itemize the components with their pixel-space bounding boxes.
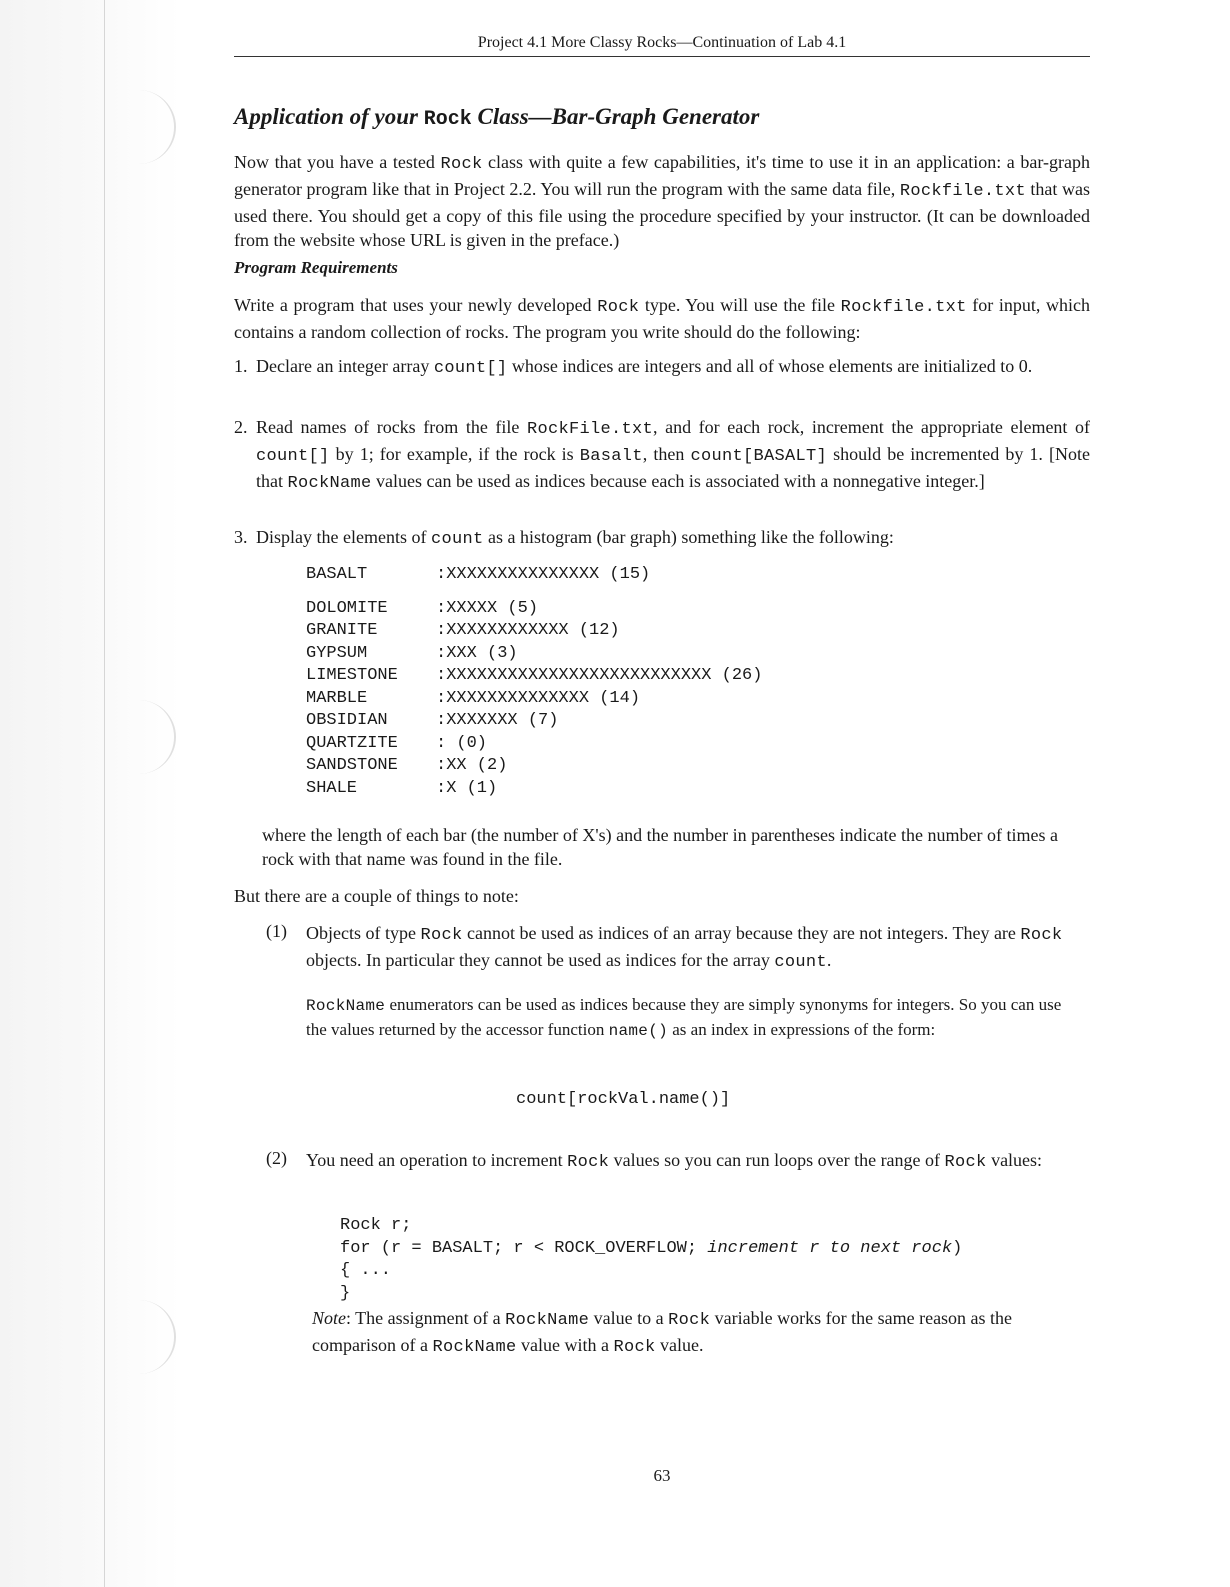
histogram-row: LIMESTONE :XXXXXXXXXXXXXXXXXXXXXXXXXX (26): [306, 666, 763, 685]
section-title: Application of your Rock Class—Bar-Graph Generator: [234, 104, 760, 131]
where-paragraph: where the length of each bar (the number of X's) and the number in parentheses indicate the number of times a rock with that name was found in the file.: [262, 825, 1058, 869]
punch-hole-middle: [128, 700, 176, 774]
page-number: 63: [653, 1466, 671, 1485]
note-2-label: (2): [266, 1148, 287, 1168]
histogram-output: [306, 565, 762, 801]
histogram-row: MARBLE :XXXXXXXXXXXXXX (14): [306, 688, 641, 708]
histogram-row: BASALT :XXXXXXXXXXXXXXX (15): [306, 565, 651, 584]
note-1-paragraph: Objects of type Rock cannot be used as indices of an array because they are not integers. They are Rock objects. In particular they cannot be used as indices for the array count.: [306, 923, 1063, 972]
binding-line: [104, 0, 105, 1587]
histogram-row: OBSIDIAN :XXXXXXX (7): [306, 711, 559, 730]
note-1-label: (1): [266, 921, 287, 941]
intro-paragraph: Now that you have a tested Rock class with quite a few capabilities, it's time to use it in an application: a bar-graph generator program like that in Project 2.2. You will run the program with the same data file, Rockfile.txt that was used there. You should get a copy of this file using the procedure specified by your instructor. (It can be downloaded from the website whose URL is given in the preface.): [234, 152, 1091, 250]
requirements-paragraph: Write a program that uses your newly developed Rock type. You will use the file Rockfile.txt for input, which contains a random collection of rocks. The program you write should do the following:: [234, 295, 1090, 342]
list-item-1: 1. Declare an integer array count[] whose indices are integers and all of whose elements are initialized to 0.: [234, 356, 1033, 378]
code-count-expression: count[rockVal.name()]: [516, 1090, 731, 1109]
punch-hole-top: [128, 90, 176, 164]
note-final-paragraph: Note: The assignment of a RockName value to a Rock variable works for the same reason as the comparison of a RockName value with a Rock value.: [312, 1308, 1013, 1357]
list-item-3: 3. Display the elements of count as a histogram (bar graph) something like the following:: [234, 527, 894, 549]
note-1b-paragraph: RockName enumerators can be used as indices because they are simply synonyms for integers. So you can use the values returned by the accessor function name() as an index in expressions of the form:: [306, 995, 1062, 1040]
punch-hole-bottom: [128, 1300, 176, 1374]
histogram-row: SANDSTONE :XX (2): [306, 756, 508, 775]
subheading-program-requirements: Program Requirements: [234, 258, 398, 277]
histogram-row: GRANITE :XXXXXXXXXXXX (12): [306, 621, 620, 640]
histogram-row: QUARTZITE : (0): [306, 733, 488, 753]
histogram-row: DOLOMITE :XXXXX (5): [306, 598, 539, 618]
running-header: Project 4.1 More Classy Rocks—Continuation of Lab 4.1: [234, 34, 1090, 57]
histogram-row: GYPSUM :XXX (3): [306, 643, 518, 663]
binding-margin: [0, 0, 180, 1587]
note-2-paragraph: You need an operation to increment Rock values so you can run loops over the range of Rock values:: [306, 1150, 1043, 1172]
histogram-row: SHALE :X (1): [306, 778, 498, 798]
code-loop-block: Rock r; for (r = BASALT; r < ROCK_OVERFLOW; increment r to next rock) { ... }: [340, 1216, 963, 1303]
but-paragraph: But there are a couple of things to note:: [234, 886, 519, 906]
list-item-2: 2. Read names of rocks from the file RockFile.txt, and for each rock, increment the appropriate element of count[] by 1; for example, if the rock is Basalt, then count[BASALT] should be incremented by 1. [Note that RockName values can be used as indices because each is associated with a nonnegative integer.]: [234, 417, 1091, 493]
